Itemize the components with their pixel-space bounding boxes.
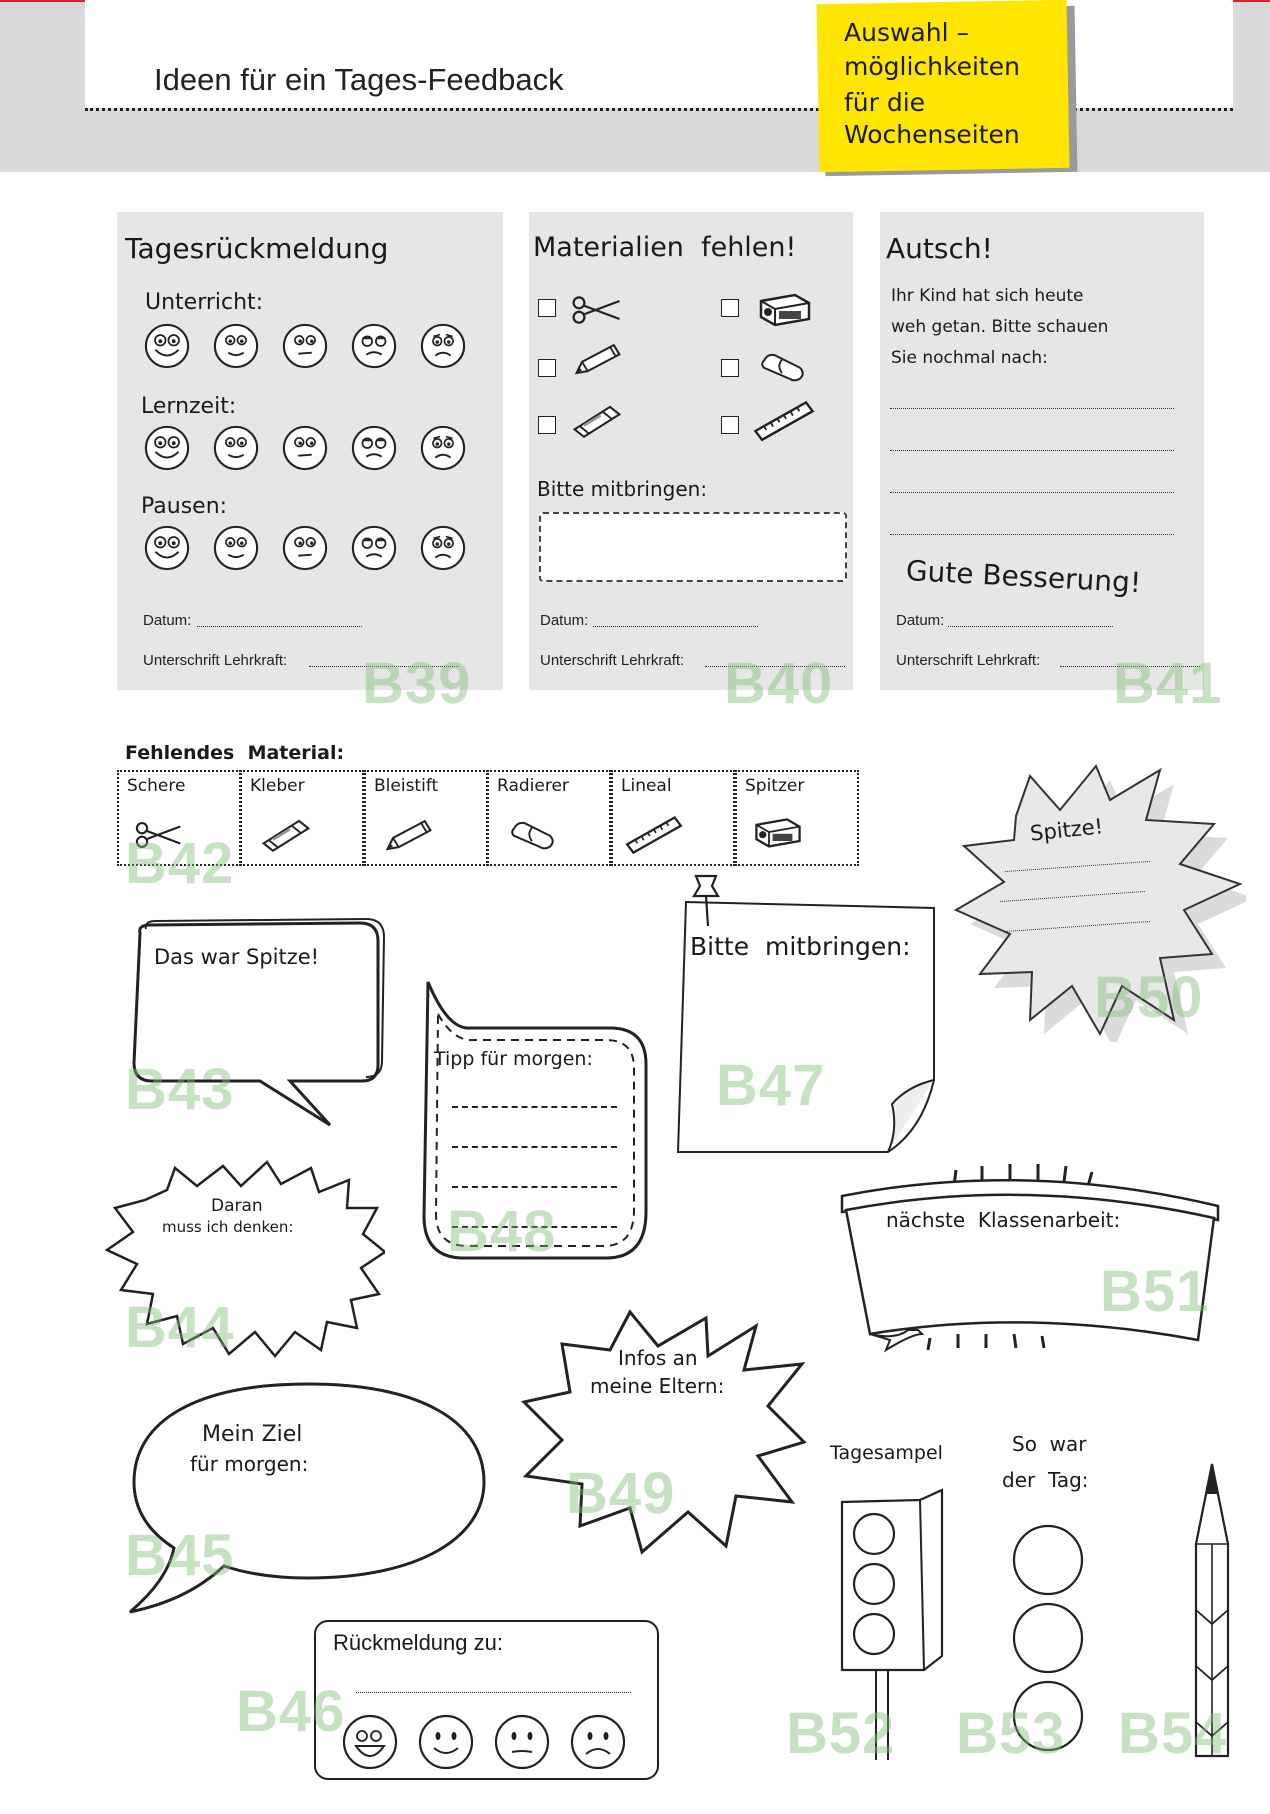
sticky-note-line-4: Wochenseiten — [844, 120, 1020, 149]
b39-row-label-3: Pausen: — [141, 494, 228, 519]
page-title: Ideen für ein Tages-Feedback — [154, 62, 564, 97]
b40-bring-label: Bitte mitbringen: — [537, 477, 708, 501]
ruler-icon — [623, 810, 685, 858]
tag-b47: B47 — [716, 1053, 826, 1118]
pushpin-icon — [690, 872, 726, 932]
sharpener-icon — [755, 288, 815, 330]
face-smile-icon — [215, 527, 257, 569]
tag-b49: B49 — [566, 1461, 676, 1526]
eraser-icon — [505, 814, 559, 854]
b40-date-label: Datum: — [540, 612, 589, 629]
checkbox-pencil[interactable] — [538, 359, 556, 377]
material-cell-eraser — [487, 770, 611, 866]
b50-title: Spitze! — [1028, 814, 1105, 846]
material-label-sharpener: Spitzer — [745, 776, 805, 796]
face-sad-icon — [422, 527, 464, 569]
face-neutral-icon — [284, 427, 326, 469]
eraser-icon — [755, 346, 809, 386]
sticky-note — [818, 2, 1078, 172]
b40-signature-label: Unterschrift Lehrkraft: — [540, 652, 685, 669]
checkbox-scissors[interactable] — [538, 299, 556, 317]
tag-b46: B46 — [236, 1679, 346, 1744]
b39-faces-row-2 — [143, 424, 483, 474]
b40-title: Materialien fehlen! — [533, 232, 797, 263]
b41-date-line — [948, 626, 1113, 627]
b44-line-2: muss ich denken: — [162, 1218, 294, 1236]
b41-signature-label: Unterschrift Lehrkraft: — [896, 652, 1041, 669]
face-sad-icon — [422, 427, 464, 469]
card-b39 — [117, 212, 503, 690]
face-neutral-icon — [496, 1716, 548, 1768]
b48-write-line-3 — [452, 1186, 617, 1188]
checkbox-ruler[interactable] — [721, 416, 739, 434]
face-annoyed-icon — [353, 325, 395, 367]
tag-b42: B42 — [125, 831, 235, 896]
tag-b53: B53 — [956, 1701, 1066, 1766]
b39-date-label: Datum: — [143, 612, 192, 629]
b49-line-2: meine Eltern: — [590, 1374, 725, 1398]
material-cell-ruler — [611, 770, 735, 866]
material-label-glue: Kleber — [250, 776, 305, 796]
face-sad-icon — [422, 325, 464, 367]
tag-b52: B52 — [786, 1701, 896, 1766]
b53-line-1: So war — [1012, 1432, 1087, 1456]
face-annoyed-icon — [353, 427, 395, 469]
b40-date-line — [593, 626, 758, 627]
b46-write-line — [356, 1692, 631, 1693]
b53-line-2: der Tag: — [1002, 1468, 1089, 1492]
material-label-scissors: Schere — [127, 776, 186, 796]
tag-b39: B39 — [362, 651, 472, 716]
face-happy-icon — [146, 325, 188, 367]
face-sad-icon — [572, 1716, 624, 1768]
b41-closing: Gute Besserung! — [905, 554, 1142, 600]
sticky-note-line-2: möglichkeiten — [844, 52, 1020, 81]
material-label-eraser: Radierer — [497, 776, 569, 796]
checkbox-glue[interactable] — [538, 416, 556, 434]
b41-date-label: Datum: — [896, 612, 945, 629]
checkbox-sharpener[interactable] — [721, 299, 739, 317]
b39-signature-label: Unterschrift Lehrkraft: — [143, 652, 288, 669]
scissors-icon — [569, 292, 625, 328]
face-smile-icon — [215, 325, 257, 367]
b51-title: nächste Klassenarbeit: — [886, 1208, 1121, 1232]
tag-b50: B50 — [1094, 965, 1204, 1030]
face-annoyed-icon — [353, 527, 395, 569]
sticky-note-line-3: für die — [844, 88, 926, 117]
tag-b45: B45 — [125, 1523, 235, 1588]
face-laughing-icon — [344, 1716, 396, 1768]
b41-text-line-3: Sie nochmal nach: — [891, 348, 1048, 368]
b39-row-label-2: Lernzeit: — [141, 394, 237, 419]
b41-write-line-1 — [890, 408, 1174, 409]
b41-title: Autsch! — [886, 232, 993, 265]
b39-faces-row-3 — [143, 524, 483, 574]
face-neutral-icon — [284, 527, 326, 569]
b45-line-1: Mein Ziel — [202, 1422, 303, 1447]
b39-date-line — [197, 626, 362, 627]
b41-write-line-2 — [890, 450, 1174, 451]
b48-title: Tipp für morgen: — [434, 1048, 593, 1070]
face-neutral-icon — [284, 325, 326, 367]
b49-line-1: Infos an — [618, 1346, 698, 1370]
tag-b41: B41 — [1113, 651, 1223, 716]
material-cell-glue — [240, 770, 364, 866]
sharpener-icon — [751, 812, 805, 852]
tag-b51: B51 — [1100, 1259, 1210, 1324]
b52-title: Tagesampel — [830, 1442, 943, 1464]
b43-text: Das war Spitze! — [154, 945, 320, 969]
card-b41 — [880, 212, 1204, 690]
b41-write-line-3 — [890, 492, 1174, 493]
card-b40 — [529, 212, 853, 690]
face-smile-icon — [420, 1716, 472, 1768]
glue-stick-icon — [569, 398, 625, 442]
material-label-pencil: Bleistift — [374, 776, 439, 796]
tag-b44: B44 — [125, 1295, 235, 1360]
b46-card — [314, 1620, 659, 1780]
b41-write-line-4 — [890, 534, 1174, 535]
pencil-icon — [380, 814, 436, 858]
b41-text-line-1: Ihr Kind hat sich heute — [891, 286, 1084, 306]
b42-title: Fehlendes Material: — [125, 742, 345, 764]
glue-stick-icon — [258, 812, 314, 856]
tag-b43: B43 — [125, 1057, 235, 1122]
pencil-icon — [569, 338, 625, 382]
b39-faces-row-1 — [143, 322, 483, 372]
face-happy-icon — [146, 527, 188, 569]
b39-row-label-1: Unterricht: — [145, 290, 264, 315]
b39-title: Tagesrückmeldung — [125, 232, 389, 265]
b41-text-line-2: weh getan. Bitte schauen — [891, 317, 1109, 337]
b48-write-line-2 — [452, 1146, 617, 1148]
ruler-icon — [751, 394, 817, 446]
material-cell-sharpener — [735, 770, 859, 866]
tag-b40: B40 — [724, 651, 834, 716]
b47-title: Bitte mitbringen: — [690, 932, 911, 961]
face-happy-icon — [146, 427, 188, 469]
b45-line-2: für morgen: — [190, 1452, 309, 1476]
face-smile-icon — [215, 427, 257, 469]
tag-b48: B48 — [447, 1199, 557, 1264]
checkbox-eraser[interactable] — [721, 359, 739, 377]
material-cell-pencil — [364, 770, 488, 866]
b48-write-line-1 — [452, 1106, 617, 1108]
b40-bring-box — [539, 512, 847, 582]
b46-title: Rückmeldung zu: — [333, 1630, 503, 1655]
tag-b54: B54 — [1118, 1701, 1228, 1766]
sticky-note-line-1: Auswahl – — [844, 18, 969, 47]
material-label-ruler: Lineal — [621, 776, 672, 796]
b44-line-1: Daran — [211, 1196, 263, 1216]
b46-faces — [342, 1712, 642, 1770]
